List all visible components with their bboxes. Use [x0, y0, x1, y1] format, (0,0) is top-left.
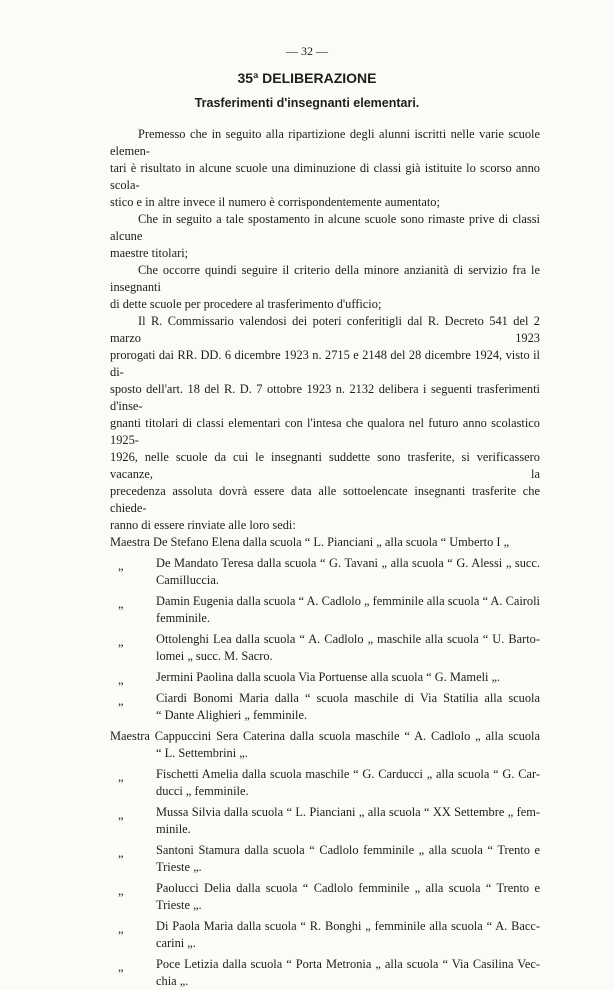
ditto-mark: „	[118, 597, 124, 611]
transfer-line: Trieste „.	[156, 860, 202, 874]
transfer-line: Mussa Silvia dalla scuola “ L. Pianciani „ alla scuola “ XX Settembre „ fem-	[156, 805, 540, 819]
transfer-line: femminile.	[156, 611, 211, 625]
transfer-line: Camilluccia.	[156, 573, 219, 587]
paragraph	[110, 313, 540, 534]
document-body	[110, 126, 540, 990]
transfer-entry	[110, 880, 540, 914]
transfer-entry	[110, 593, 540, 627]
transfer-entry	[110, 956, 540, 990]
transfer-line: Maestra Cappuccini Sera Caterina dalla scuola maschile “ A. Cadlolo „ alla scuola	[110, 729, 540, 743]
paragraph-line: maestre titolari;	[110, 246, 189, 260]
transfer-line: Jermini Paolina dalla scuola Via Portuense alla scuola “ G. Mameli „.	[156, 670, 501, 684]
ditto-mark: „	[118, 694, 124, 708]
transfer-line: Fischetti Amelia dalla scuola maschile “ G. Carducci „ alla scuola “ G. Car-	[156, 767, 540, 781]
transfer-entry	[110, 804, 540, 838]
paragraph-line: gnanti titolari di classi elementari con l'intesa che qualora nel futuro anno scolastico 1925-	[110, 416, 540, 447]
paragraph-line: Premesso che in seguito alla ripartizione degli alunni iscritti nelle varie scuole elemen-	[110, 127, 540, 158]
paragraph-line: di dette scuole per procedere al trasferimento d'ufficio;	[110, 297, 382, 311]
paragraph	[110, 211, 540, 262]
transfer-line: Santoni Stamura dalla scuola “ Cadlolo femminile „ alla scuola “ Trento e	[156, 843, 540, 857]
transfer-list	[110, 534, 540, 990]
transfer-line: Di Paola Maria dalla scuola “ R. Bonghi „ femminile alla scuola “ A. Bacc-	[156, 919, 540, 933]
paragraph-line: sposto dell'art. 18 del R. D. 7 ottobre 1923 n. 2132 delibera i seguenti trasferimenti d'inse-	[110, 382, 540, 413]
preamble	[110, 126, 540, 534]
paragraph-line: tari è risultato in alcune scuole una diminuzione di classi già istituite lo scorso anno scola-	[110, 161, 540, 192]
page-number: — 32 —	[286, 44, 328, 58]
transfer-entry	[110, 918, 540, 952]
transfer-entry	[110, 555, 540, 589]
transfer-line: “ L. Settembrini „.	[156, 746, 248, 760]
ditto-mark: „	[118, 808, 124, 822]
ditto-mark: „	[118, 884, 124, 898]
paragraph	[110, 262, 540, 313]
ditto-mark: „	[118, 635, 124, 649]
ditto-mark: „	[118, 770, 124, 784]
deliberation-subheading: Trasferimenti d'insegnanti elementari.	[194, 96, 420, 110]
ditto-mark: „	[118, 673, 124, 687]
paragraph-line: ranno di essere rinviate alle loro sedi:	[110, 518, 296, 532]
ditto-mark: „	[118, 960, 124, 974]
transfer-entry	[110, 766, 540, 800]
transfer-line: lomei „ succ. M. Sacro.	[156, 649, 273, 663]
paragraph-line: precedenza assoluta dovrà essere data alle sottoelencate insegnanti trasferite che chiede-	[110, 484, 540, 515]
transfer-line: minile.	[156, 822, 191, 836]
transfer-line: Trieste „.	[156, 898, 202, 912]
transfer-entry	[110, 690, 540, 724]
paragraph	[110, 126, 540, 211]
transfer-line: Damin Eugenia dalla scuola “ A. Cadlolo „ femminile alla scuola “ A. Cairoli	[156, 594, 540, 608]
transfer-entry	[110, 534, 540, 551]
transfer-entry	[110, 842, 540, 876]
transfer-line: chia „.	[156, 974, 189, 988]
paragraph-line: prorogati dai RR. DD. 6 dicembre 1923 n. 2715 e 2148 del 28 dicembre 1924, visto il di-	[110, 348, 540, 379]
transfer-line: carini „.	[156, 936, 196, 950]
paragraph-line: Il R. Commissario valendosi dei poteri conferitigli dal R. Decreto 541 del 2 marzo 1923	[110, 314, 540, 345]
paragraph-line: stico e in altre invece il numero è corrispondentemente aumentato;	[110, 195, 440, 209]
transfer-line: Ciardi Bonomi Maria dalla “ scuola maschile di Via Statilia alla scuola	[156, 691, 540, 705]
paragraph-line: Che in seguito a tale spostamento in alcune scuole sono rimaste prive di classi alcune	[110, 212, 540, 243]
transfer-line: Paolucci Delia dalla scuola “ Cadlolo femminile „ alla scuola “ Trento e	[156, 881, 540, 895]
transfer-line: De Mandato Teresa dalla scuola “ G. Tavani „ alla scuola “ G. Alessi „ succ.	[156, 556, 540, 570]
ditto-mark: „	[118, 846, 124, 860]
transfer-line: Poce Letizia dalla scuola “ Porta Metronia „ alla scuola “ Via Casilina Vec-	[156, 957, 540, 971]
transfer-entry	[110, 631, 540, 665]
transfer-entry	[110, 669, 540, 686]
ditto-mark: „	[118, 559, 124, 573]
transfer-line: Maestra De Stefano Elena dalla scuola “ L. Pianciani „ alla scuola “ Umberto I „	[110, 535, 510, 549]
deliberation-heading: 35ª DELIBERAZIONE	[237, 70, 377, 86]
transfer-line: Ottolenghi Lea dalla scuola “ A. Cadlolo „ maschile alla scuola “ U. Barto-	[156, 632, 540, 646]
transfer-line: “ Dante Alighieri „ femminile.	[156, 708, 308, 722]
paragraph-line: 1926, nelle scuole da cui le insegnanti suddette sono trasferite, si verificassero vacanze, la	[110, 450, 540, 481]
transfer-entry	[110, 728, 540, 762]
ditto-mark: „	[118, 922, 124, 936]
paragraph-line: Che occorre quindi seguire il criterio della minore anzianità di servizio fra le insegnanti	[110, 263, 540, 294]
transfer-line: ducci „ femminile.	[156, 784, 249, 798]
